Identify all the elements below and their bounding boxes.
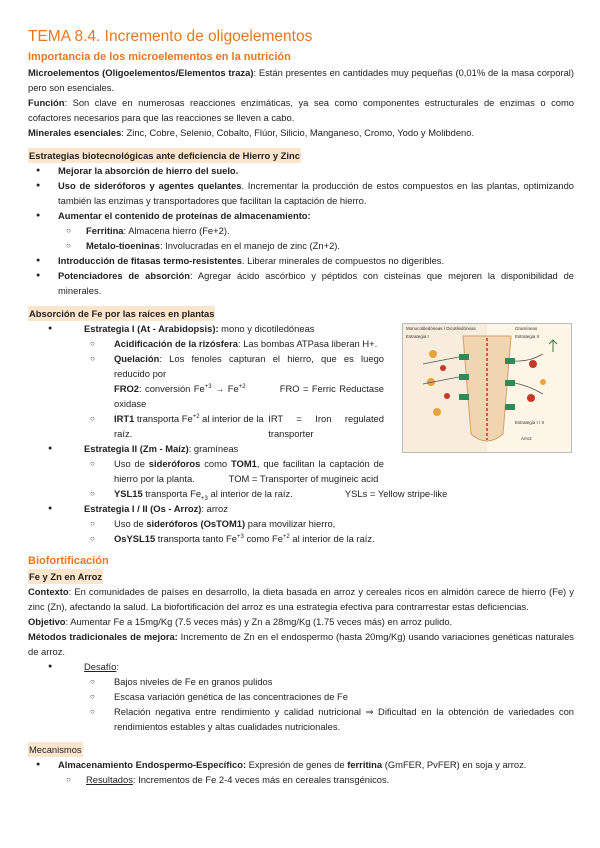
list-item: ● Desafío: xyxy=(28,659,574,674)
list-item: ● Uso de sideróforos y agentes quelantes. Incrementar la producción de estos compuestos en las plantas, optimizando también las enzimas y transportadores que facilitan la captación de hierro. xyxy=(28,178,574,208)
list-item: ● Estrategia I / II (Os - Arroz): arroz xyxy=(28,501,384,516)
estrategias-list xyxy=(28,163,574,298)
list-item: ○ Resultados: Incrementos de Fe 2-4 veces más en cereales transgénicos. xyxy=(28,772,574,787)
list-item: ● Potenciadores de absorción: Agregar ácido ascórbico y péptidos con cisteínas que mejoren la disponibilidad de minerales. xyxy=(28,268,574,298)
section-heading-absorcion: Absorción de Fe por las raíces en plantas xyxy=(29,308,215,319)
list-item: ○ Uso de sideróforos como TOM1, que facilitan la captación de hierro por la planta. TOM = Transporter of mugineic acid xyxy=(28,456,384,486)
list-item: ○ YSL15 transporta $Fe_{+3}$ al interior de la raíz. YSLs = Yellow stripe-like xyxy=(28,486,514,501)
absorcion-section xyxy=(28,321,574,546)
paragraph-metodos: Métodos tradicionales de mejora: Incremento de Zn en el endospermo (hasta 20mg/Kg) usando variaciones genéticas naturales de arroz. xyxy=(28,631,574,657)
list-item: ● Mejorar la absorción de hierro del suelo. xyxy=(28,163,574,178)
paragraph-funcion: Función: Son clave en numerosas reacciones enzimáticas, ya sea como componentes estructurales de enzimas o como cofactores necesarios para que las reacciones se lleven a cabo. xyxy=(28,97,574,123)
list-item: ● Introducción de fitasas termo-resistentes. Liberar minerales de compuestos no digeribles. xyxy=(28,253,574,268)
subsection-heading-mecanismos: Mecanismos xyxy=(29,744,82,755)
paragraph-minerales: Minerales esenciales: Zinc, Cobre, Selenio, Cobalto, Flúor, Silicio, Manganeso, Cromo, Yodo y Molibdeno. xyxy=(28,127,475,138)
list-item: ○ Relación negativa entre rendimiento y calidad nutricional ⇒ Dificultad en la obtención de variedades con rendimientos estables y altas cualidades nutricionales. xyxy=(28,704,574,734)
figure-label-e1: Estrategia I xyxy=(406,334,429,339)
list-item: ○ Metalo-tioeninas: Involucradas en el manejo de zinc (Zn+2). xyxy=(28,238,574,253)
root-uptake-figure xyxy=(402,323,572,453)
list-item: ● Estrategia II (Zm - Maíz): gramíneas xyxy=(28,441,384,456)
section-heading-biofortificacion: Biofortificación xyxy=(28,555,109,567)
list-item: ● Estrategia I (At - Arabidopsis): mono y dicotiledóneas xyxy=(28,321,384,336)
list-item: ○ Acidificación de la rizósfera: Las bombas ATPasa liberan H+. xyxy=(28,336,384,351)
paragraph-objetivo: Objetivo: Aumentar Fe a 15mg/Kg (7.5 veces más) y Zn a 28mg/Kg (1.75 veces más) en arroz pulido. xyxy=(28,616,453,627)
figure-label-rice: Arroz xyxy=(521,436,532,441)
figure-label-right: Gramíneas xyxy=(515,326,538,331)
list-item: ○ IRT1 transporta $Fe^{+2}$ al interior de la raíz. IRT = Iron regulated transporter xyxy=(28,411,384,441)
paragraph-contexto: Contexto: En comunidades de países en desarrollo, la dieta basada en arroz y cereales ricos en almidón carece de hierro (Fe) y zinc (Zn), afectando la salud. La biofortificación del arroz es una estrategia efectiva para contrarrestar estas deficiencias. xyxy=(28,586,574,612)
list-item: ○ Quelación: Los fenoles capturan el hierro, que es luego reducido por FRO2: conversión $Fe^{+3} \to Fe^{+2}$ FRO = Ferric Reductase oxidase xyxy=(28,351,384,411)
figure-label-left: Monocotiledóneas / Dicotiledóneas xyxy=(406,326,476,331)
page-title: TEMA 8.4. Incremento de oligoelementos xyxy=(28,28,313,45)
desafio-list xyxy=(28,659,574,734)
mecanismos-list xyxy=(28,757,574,787)
document-page xyxy=(28,28,574,787)
list-item: ○ OsYSL15 transporta tanto $Fe^{+3}$ como $Fe^{+2}$ al interior de la raíz. xyxy=(28,531,514,546)
list-item: ○ Uso de sideróforos (OsTOM1) para movilizar hierro, xyxy=(28,516,384,531)
figure-label-e2: Estrategia II xyxy=(515,334,540,339)
section-heading-importancia: Importancia de los microelementos en la nutrición xyxy=(28,51,291,63)
root-uptake-diagram xyxy=(403,324,571,452)
section-heading-estrategias: Estrategias biotecnológicas ante deficiencia de Hierro y Zinc xyxy=(29,150,300,161)
list-item: ○ Ferritina: Almacena hierro (Fe+2). xyxy=(28,223,574,238)
list-item: ○ Bajos niveles de Fe en granos pulidos xyxy=(28,674,574,689)
list-item: ● Aumentar el contenido de proteínas de almacenamiento: xyxy=(28,208,574,223)
list-item: ● Almacenamiento Endospermo-Específico: Expresión de genes de ferritina (GmFER, PvFER) en soja y arroz. xyxy=(28,757,574,772)
paragraph-microelementos: Microelementos (Oligoelementos/Elementos traza): Están presentes en cantidades muy pequeñas (0,01% de la masa corporal) pero son esenciales. xyxy=(28,67,574,93)
subsection-heading-fe-zn: Fe y Zn en Arroz xyxy=(29,571,103,582)
list-item: ○ Escasa variación genética de las concentraciones de Fe xyxy=(28,689,574,704)
figure-label-e12: Estrategia I / II xyxy=(515,420,545,425)
